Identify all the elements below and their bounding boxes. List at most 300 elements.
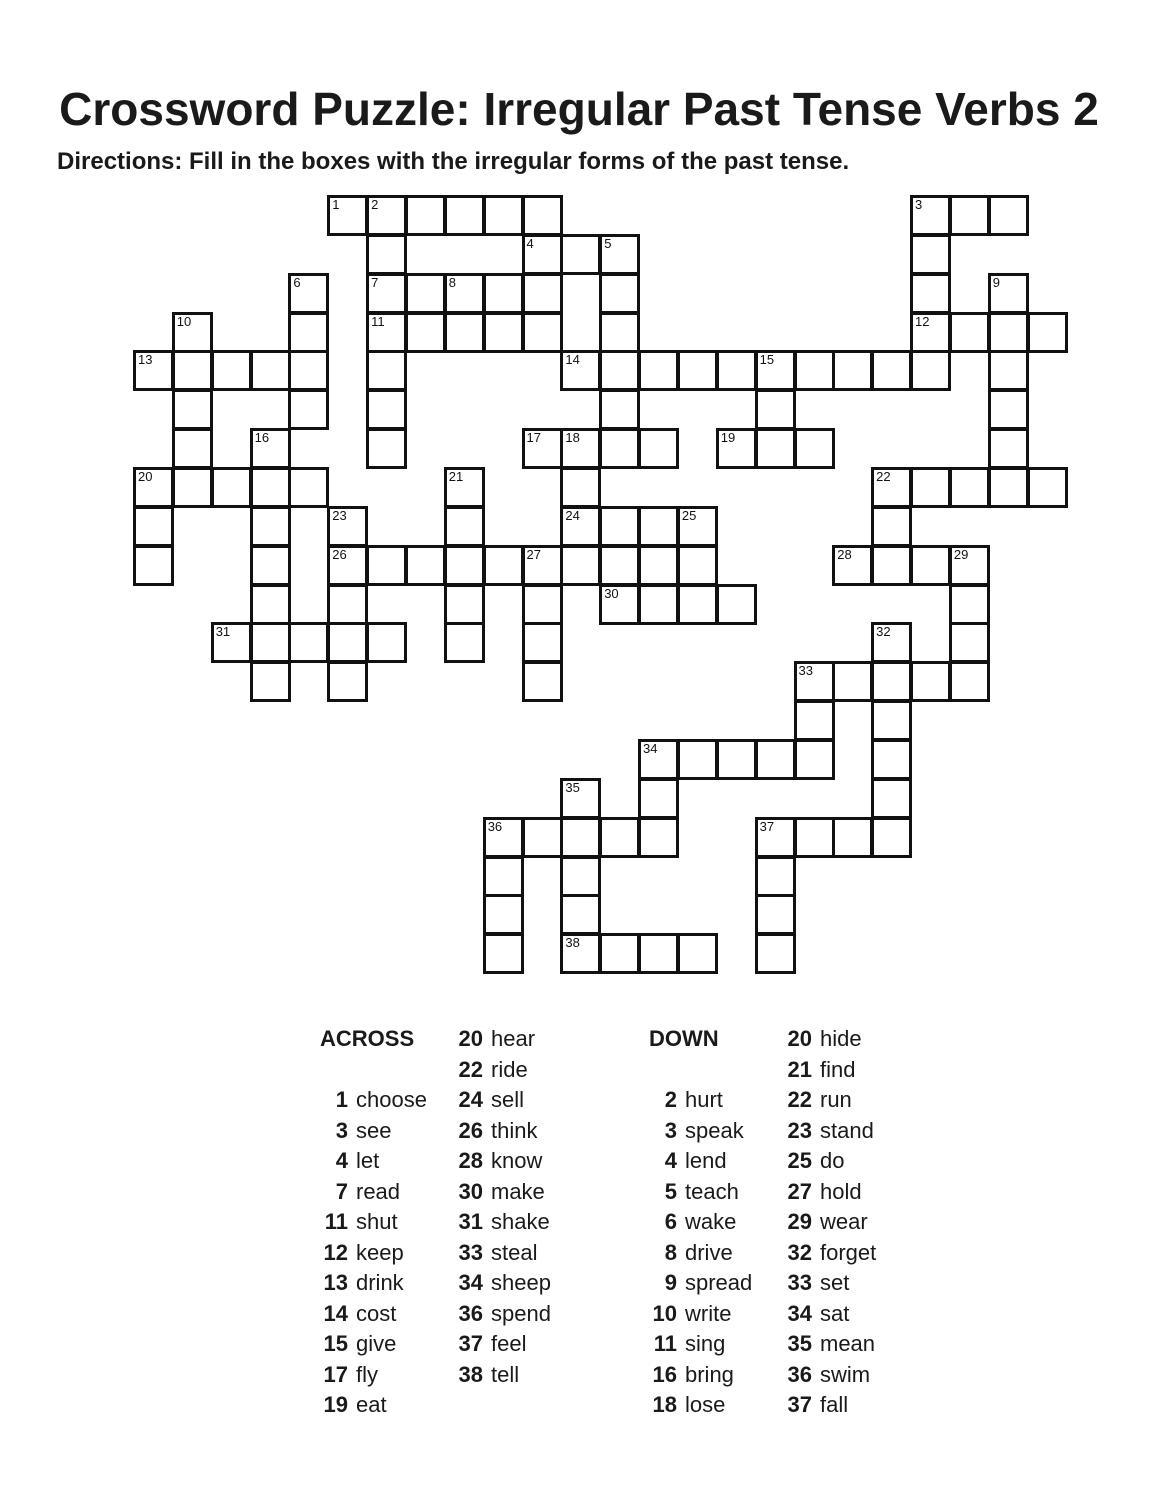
clue-word: sat xyxy=(820,1300,850,1326)
grid-cell[interactable] xyxy=(599,506,640,547)
grid-cell[interactable] xyxy=(444,545,485,586)
clue-item xyxy=(320,1207,427,1238)
grid-cell[interactable] xyxy=(794,700,835,741)
grid-cell[interactable] xyxy=(560,933,601,974)
grid-cell[interactable] xyxy=(366,545,407,586)
grid-cell[interactable] xyxy=(250,661,291,702)
grid-cell[interactable] xyxy=(211,622,252,663)
clue-item xyxy=(320,1390,427,1421)
clue-item xyxy=(320,1085,427,1116)
grid-cell[interactable] xyxy=(366,428,407,469)
clue-word: think xyxy=(491,1117,538,1143)
grid-cell[interactable] xyxy=(599,817,640,858)
clue-word: give xyxy=(356,1331,397,1356)
grid-cell[interactable] xyxy=(910,234,951,275)
grid-cell[interactable] xyxy=(871,622,912,663)
grid-cell[interactable] xyxy=(560,817,601,858)
grid-cell[interactable] xyxy=(832,545,873,586)
grid-cell[interactable] xyxy=(794,739,835,780)
cell-number: 11 xyxy=(371,313,385,329)
clue-word: know xyxy=(491,1148,543,1173)
cell-number: 35 xyxy=(565,779,580,795)
clue-word: sing xyxy=(685,1331,726,1356)
grid-cell[interactable] xyxy=(794,661,835,702)
grid-cell[interactable] xyxy=(677,739,718,780)
grid-cell[interactable] xyxy=(599,428,640,469)
grid-cell[interactable] xyxy=(483,894,524,935)
down-header: DOWN xyxy=(649,1026,719,1051)
clue-item xyxy=(455,1024,551,1055)
grid-cell[interactable] xyxy=(250,467,291,508)
grid-cell[interactable] xyxy=(794,817,835,858)
grid-cell[interactable] xyxy=(522,428,563,469)
cell-number: 4 xyxy=(526,235,534,251)
across-clues-column-2 xyxy=(455,1024,551,1390)
clue-number: 37 xyxy=(458,1331,483,1356)
clue-item xyxy=(320,1238,427,1269)
clue-number: 25 xyxy=(787,1148,812,1173)
grid-cell[interactable] xyxy=(871,506,912,547)
grid-cell[interactable] xyxy=(250,622,291,663)
grid-cell[interactable] xyxy=(794,428,835,469)
grid-cell[interactable] xyxy=(483,817,524,858)
grid-cell[interactable] xyxy=(327,195,368,236)
grid-cell[interactable] xyxy=(949,584,990,625)
grid-cell[interactable] xyxy=(871,739,912,780)
clue-word: sheep xyxy=(491,1270,551,1295)
grid-cell[interactable] xyxy=(444,622,485,663)
grid-cell[interactable] xyxy=(172,350,213,391)
clue-item xyxy=(784,1207,876,1238)
clue-word: wake xyxy=(685,1209,737,1234)
clue-word: fly xyxy=(356,1361,378,1387)
clue-word: do xyxy=(820,1148,845,1173)
clue-number: 1 xyxy=(335,1087,348,1112)
clue-number: 9 xyxy=(664,1270,677,1295)
grid-cell[interactable] xyxy=(677,506,718,547)
cell-number: 7 xyxy=(371,274,379,290)
grid-cell[interactable] xyxy=(522,312,563,353)
clue-word: speak xyxy=(685,1117,744,1143)
grid-cell[interactable] xyxy=(832,817,873,858)
clue-item xyxy=(649,1207,752,1238)
grid-cell[interactable] xyxy=(405,545,446,586)
grid-cell[interactable] xyxy=(1027,467,1068,508)
clue-word: find xyxy=(820,1056,856,1082)
across-clues-column-1 xyxy=(320,1024,427,1421)
grid-cell[interactable] xyxy=(172,467,213,508)
grid-cell[interactable] xyxy=(560,894,601,935)
grid-cell[interactable] xyxy=(366,389,407,430)
clue-word: hear xyxy=(491,1026,536,1051)
grid-cell[interactable] xyxy=(250,350,291,391)
cell-number: 6 xyxy=(293,274,301,290)
clue-item xyxy=(320,1329,427,1360)
grid-cell[interactable] xyxy=(755,739,796,780)
grid-cell[interactable] xyxy=(910,195,951,236)
grid-cell[interactable] xyxy=(832,661,873,702)
clue-number: 24 xyxy=(458,1087,483,1112)
across-header: ACROSS xyxy=(320,1026,415,1051)
cell-number: 9 xyxy=(992,274,1000,290)
clue-number: 32 xyxy=(787,1239,812,1265)
clue-word: lend xyxy=(685,1148,727,1173)
clue-word: shake xyxy=(491,1209,550,1234)
grid-cell[interactable] xyxy=(444,273,485,314)
clue-item xyxy=(784,1268,876,1299)
grid-cell[interactable] xyxy=(599,273,640,314)
clue-number: 29 xyxy=(787,1209,812,1234)
cell-number: 19 xyxy=(720,430,736,446)
clue-item xyxy=(649,1329,752,1360)
grid-cell[interactable] xyxy=(444,584,485,625)
cell-number: 20 xyxy=(138,468,153,484)
grid-cell[interactable] xyxy=(949,195,990,236)
cell-number: 2 xyxy=(371,197,379,212)
clue-word: hide xyxy=(820,1026,862,1051)
clue-number: 22 xyxy=(458,1056,483,1082)
grid-cell[interactable] xyxy=(638,428,679,469)
clue-word: eat xyxy=(356,1392,387,1417)
grid-cell[interactable] xyxy=(172,428,213,469)
clue-item xyxy=(784,1390,876,1421)
clue-item xyxy=(784,1329,876,1360)
grid-cell[interactable] xyxy=(1027,312,1068,353)
clue-item xyxy=(649,1390,752,1421)
grid-cell[interactable] xyxy=(522,584,563,625)
grid-cell[interactable] xyxy=(133,506,174,547)
clue-item xyxy=(455,1146,551,1177)
clue-word: forget xyxy=(820,1239,877,1265)
clue-number: 2 xyxy=(664,1087,677,1112)
grid-cell[interactable] xyxy=(599,584,640,625)
grid-cell[interactable] xyxy=(444,506,485,547)
grid-cell[interactable] xyxy=(366,234,407,275)
grid-cell[interactable] xyxy=(910,467,951,508)
grid-cell[interactable] xyxy=(250,428,291,469)
clue-number: 16 xyxy=(652,1361,677,1387)
clue-item xyxy=(455,1055,551,1086)
cell-number: 8 xyxy=(448,274,457,290)
grid-cell[interactable] xyxy=(910,312,951,353)
grid-cell[interactable] xyxy=(444,195,485,236)
grid-cell[interactable] xyxy=(522,622,563,663)
grid-cell[interactable] xyxy=(560,350,601,391)
clue-item xyxy=(320,1299,427,1330)
down-clues-column-1 xyxy=(649,1024,752,1421)
clue-number: 21 xyxy=(787,1056,812,1082)
clue-item xyxy=(649,1360,752,1391)
grid-cell[interactable] xyxy=(949,545,990,586)
grid-cell[interactable] xyxy=(288,622,329,663)
grid-cell[interactable] xyxy=(327,545,368,586)
cell-number: 24 xyxy=(565,507,580,523)
grid-cell[interactable] xyxy=(522,817,563,858)
clue-item xyxy=(784,1055,876,1086)
grid-cell[interactable] xyxy=(638,506,679,547)
grid-cell[interactable] xyxy=(832,350,873,391)
clue-number: 6 xyxy=(664,1209,677,1234)
clue-number: 4 xyxy=(664,1148,677,1173)
cell-number: 16 xyxy=(254,430,270,446)
clue-number: 17 xyxy=(323,1361,348,1387)
grid-cell[interactable] xyxy=(871,350,912,391)
grid-cell[interactable] xyxy=(483,856,524,897)
grid-cell[interactable] xyxy=(910,350,951,391)
clue-item xyxy=(455,1085,551,1116)
clue-item xyxy=(455,1238,551,1269)
grid-cell[interactable] xyxy=(794,350,835,391)
clue-number: 10 xyxy=(652,1300,677,1326)
cell-number: 29 xyxy=(953,546,969,562)
grid-cell[interactable] xyxy=(716,584,757,625)
grid-cell[interactable] xyxy=(250,545,291,586)
grid-cell[interactable] xyxy=(522,545,563,586)
cell-number: 18 xyxy=(565,430,580,446)
grid-cell[interactable] xyxy=(949,467,990,508)
clue-number: 15 xyxy=(323,1331,348,1356)
grid-cell[interactable] xyxy=(599,933,640,974)
clue-item xyxy=(320,1268,427,1299)
grid-cell[interactable] xyxy=(910,661,951,702)
grid-cell[interactable] xyxy=(949,622,990,663)
clue-word: wear xyxy=(820,1209,868,1234)
cell-number: 31 xyxy=(215,624,231,640)
grid-cell[interactable] xyxy=(560,506,601,547)
grid-cell[interactable] xyxy=(211,467,252,508)
clue-item xyxy=(784,1177,876,1208)
clue-number: 3 xyxy=(664,1117,677,1143)
grid-cell[interactable] xyxy=(949,661,990,702)
grid-cell[interactable] xyxy=(599,389,640,430)
clue-number: 3 xyxy=(335,1117,348,1143)
grid-cell[interactable] xyxy=(250,584,291,625)
grid-cell[interactable] xyxy=(988,273,1029,314)
grid-cell[interactable] xyxy=(522,195,563,236)
grid-cell[interactable] xyxy=(599,234,640,275)
cell-number: 15 xyxy=(759,352,775,368)
cell-number: 32 xyxy=(876,624,891,640)
grid-cell[interactable] xyxy=(522,661,563,702)
cell-number: 14 xyxy=(565,352,580,368)
cell-number: 23 xyxy=(332,507,347,523)
clue-word: spread xyxy=(685,1270,753,1295)
clue-item xyxy=(320,1360,427,1391)
grid-cell[interactable] xyxy=(288,467,329,508)
down-clues-column-2 xyxy=(784,1024,876,1421)
clue-number: 14 xyxy=(323,1300,348,1326)
grid-cell[interactable] xyxy=(755,856,796,897)
grid-cell[interactable] xyxy=(910,545,951,586)
clue-word: teach xyxy=(685,1178,739,1204)
grid-cell[interactable] xyxy=(871,817,912,858)
grid-cell[interactable] xyxy=(755,817,796,858)
clue-number: 27 xyxy=(787,1178,812,1204)
clue-word: swim xyxy=(820,1361,871,1387)
grid-cell[interactable] xyxy=(638,545,679,586)
grid-cell[interactable] xyxy=(988,428,1029,469)
grid-cell[interactable] xyxy=(172,389,213,430)
grid-cell[interactable] xyxy=(677,350,718,391)
grid-cell[interactable] xyxy=(871,545,912,586)
grid-cell[interactable] xyxy=(871,467,912,508)
grid-cell[interactable] xyxy=(522,234,563,275)
clue-number: 5 xyxy=(664,1178,677,1204)
grid-cell[interactable] xyxy=(988,467,1029,508)
grid-cell[interactable] xyxy=(405,273,446,314)
cell-number: 38 xyxy=(565,935,580,951)
grid-cell[interactable] xyxy=(871,700,912,741)
clue-number: 31 xyxy=(458,1209,483,1234)
grid-cell[interactable] xyxy=(522,273,563,314)
clue-item xyxy=(784,1360,876,1391)
grid-cell[interactable] xyxy=(560,545,601,586)
grid-cell[interactable] xyxy=(327,661,368,702)
clue-word: write xyxy=(685,1300,732,1326)
clue-item xyxy=(784,1238,876,1269)
clue-item xyxy=(455,1207,551,1238)
grid-cell[interactable] xyxy=(133,467,174,508)
grid-cell[interactable] xyxy=(677,933,718,974)
grid-cell[interactable] xyxy=(871,661,912,702)
grid-cell[interactable] xyxy=(638,350,679,391)
grid-cell[interactable] xyxy=(483,195,524,236)
grid-cell[interactable] xyxy=(755,350,796,391)
grid-cell[interactable] xyxy=(483,545,524,586)
grid-cell[interactable] xyxy=(599,545,640,586)
grid-cell[interactable] xyxy=(288,350,329,391)
clue-item xyxy=(320,1116,427,1147)
clue-item xyxy=(455,1360,551,1391)
grid-cell[interactable] xyxy=(366,622,407,663)
grid-cell[interactable] xyxy=(133,545,174,586)
clue-item xyxy=(320,1146,427,1177)
grid-cell[interactable] xyxy=(366,312,407,353)
clue-number: 34 xyxy=(458,1270,483,1295)
page-title: Crossword Puzzle: Irregular Past Tense Verbs 2 xyxy=(59,83,1099,135)
grid-cell[interactable] xyxy=(910,273,951,314)
grid-cell[interactable] xyxy=(716,739,757,780)
cell-number: 30 xyxy=(604,585,619,601)
grid-cell[interactable] xyxy=(444,312,485,353)
grid-cell[interactable] xyxy=(405,195,446,236)
clue-item xyxy=(784,1085,876,1116)
clue-word: tell xyxy=(491,1361,520,1387)
clue-item xyxy=(455,1116,551,1147)
grid-cell[interactable] xyxy=(560,467,601,508)
clue-word: spend xyxy=(491,1300,551,1326)
grid-cell[interactable] xyxy=(444,467,485,508)
clue-word: shut xyxy=(356,1209,398,1234)
clue-item xyxy=(649,1146,752,1177)
clue-item xyxy=(649,1116,752,1147)
grid-cell[interactable] xyxy=(366,195,407,236)
cell-number: 36 xyxy=(487,818,503,834)
grid-cell[interactable] xyxy=(483,273,524,314)
clue-number: 36 xyxy=(787,1361,812,1387)
grid-cell[interactable] xyxy=(288,273,329,314)
grid-cell[interactable] xyxy=(949,312,990,353)
grid-cell[interactable] xyxy=(560,778,601,819)
grid-cell[interactable] xyxy=(638,778,679,819)
grid-cell[interactable] xyxy=(288,389,329,430)
clue-item xyxy=(649,1299,752,1330)
grid-cell[interactable] xyxy=(988,350,1029,391)
grid-cell[interactable] xyxy=(483,312,524,353)
clue-word: read xyxy=(356,1178,401,1204)
grid-cell[interactable] xyxy=(327,506,368,547)
clue-number: 38 xyxy=(458,1361,483,1387)
grid-cell[interactable] xyxy=(988,195,1029,236)
grid-cell[interactable] xyxy=(755,933,796,974)
clue-number: 30 xyxy=(458,1178,483,1204)
grid-cell[interactable] xyxy=(133,350,174,391)
clue-number: 33 xyxy=(787,1270,812,1295)
grid-cell[interactable] xyxy=(560,234,601,275)
clue-number: 33 xyxy=(458,1239,483,1265)
clue-item xyxy=(455,1268,551,1299)
grid-cell[interactable] xyxy=(988,389,1029,430)
grid-cell[interactable] xyxy=(560,428,601,469)
grid-cell[interactable] xyxy=(638,933,679,974)
grid-cell[interactable] xyxy=(366,273,407,314)
directions-text: Directions: Fill in the boxes with the irregular forms of the past tense. xyxy=(57,148,850,175)
grid-cell[interactable] xyxy=(638,817,679,858)
grid-cell[interactable] xyxy=(483,933,524,974)
clue-number: 37 xyxy=(787,1392,812,1417)
clue-number: 36 xyxy=(458,1300,483,1326)
cell-number: 1 xyxy=(332,197,340,212)
clue-number: 11 xyxy=(653,1331,677,1356)
clue-word: ride xyxy=(491,1056,528,1082)
grid-cell[interactable] xyxy=(716,350,757,391)
grid-cell[interactable] xyxy=(755,389,796,430)
clue-item xyxy=(784,1024,876,1055)
grid-cell[interactable] xyxy=(327,584,368,625)
grid-cell[interactable] xyxy=(599,312,640,353)
clue-number: 11 xyxy=(324,1209,348,1234)
clue-number: 35 xyxy=(787,1331,812,1356)
grid-cell[interactable] xyxy=(755,428,796,469)
cell-number: 26 xyxy=(332,546,347,562)
grid-cell[interactable] xyxy=(677,545,718,586)
clue-word: set xyxy=(820,1270,850,1295)
clue-number: 28 xyxy=(458,1148,483,1173)
clue-item xyxy=(455,1177,551,1208)
cell-number: 22 xyxy=(876,468,891,484)
grid-cell[interactable] xyxy=(560,856,601,897)
grid-cell[interactable] xyxy=(211,350,252,391)
clue-number: 13 xyxy=(323,1270,348,1295)
grid-cell[interactable] xyxy=(405,312,446,353)
grid-cell[interactable] xyxy=(638,739,679,780)
grid-cell[interactable] xyxy=(327,622,368,663)
grid-cell[interactable] xyxy=(366,350,407,391)
grid-cell[interactable] xyxy=(172,312,213,353)
grid-cell[interactable] xyxy=(288,312,329,353)
grid-cell[interactable] xyxy=(755,894,796,935)
clue-number: 18 xyxy=(652,1392,677,1417)
grid-cell[interactable] xyxy=(599,350,640,391)
grid-cell[interactable] xyxy=(250,506,291,547)
grid-cell[interactable] xyxy=(716,428,757,469)
grid-cell[interactable] xyxy=(677,584,718,625)
grid-cell[interactable] xyxy=(871,778,912,819)
cell-number: 12 xyxy=(915,313,930,329)
grid-cell[interactable] xyxy=(988,312,1029,353)
cell-number: 10 xyxy=(176,313,192,329)
grid-cell[interactable] xyxy=(638,584,679,625)
